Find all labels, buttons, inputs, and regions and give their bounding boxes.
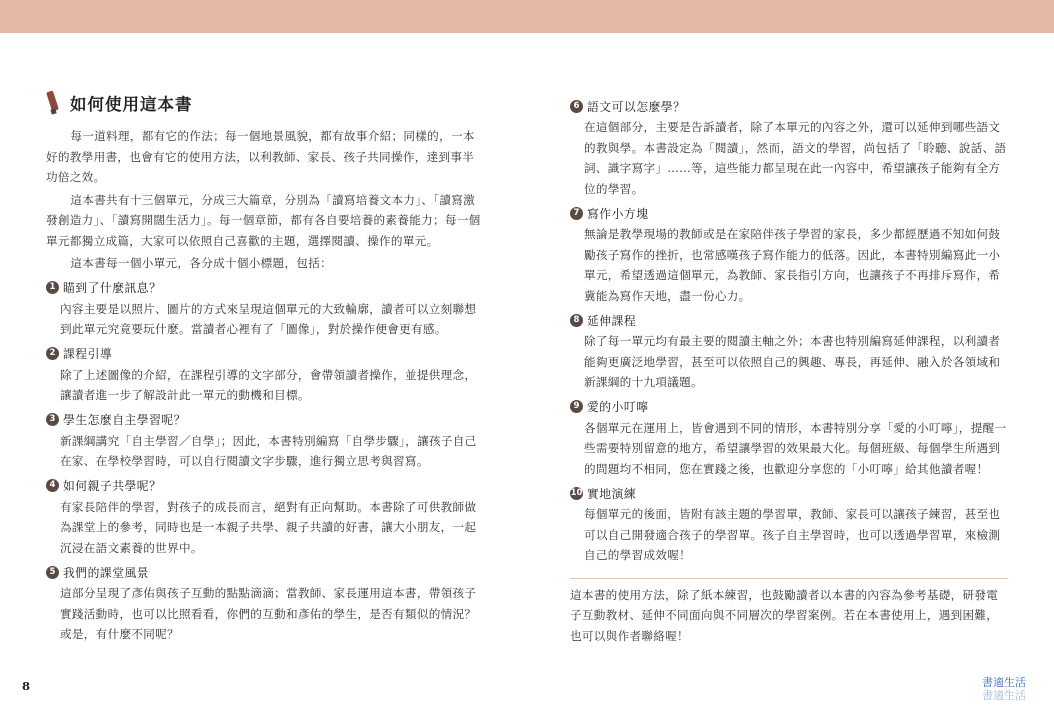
section-number-badge: 2 [46,347,59,360]
right-column [570,92,1008,646]
section-title: 愛的小叮嚀 [587,400,649,414]
closing-paragraph: 這本書的使用方法，除了紙本練習，也鼓勵讀者以本書的內容為參考基礎，研發電子互動教材、延伸不同面向與不同層次的學習案例。若在本書使用上，遇到困難，也可以與作者聯絡喔！ [570,587,999,643]
section-number-badge: 6 [570,100,583,113]
watermark-text: 書適生活 [982,676,1026,689]
section-9 [570,398,1008,480]
section-title: 寫作小方塊 [587,206,649,221]
section-body: 這部分呈現了彥佑與孩子互動的點點滴滴；當教師、家長運用這本書，帶領孩子實踐活動時，也可以比照看看，你們的互動和彥佑的學生，是否有類似的情況？或是，有什麼不同呢？ [60,586,477,641]
section-body: 除了每一單元均有最主要的閱讀主軸之外；本書也特別編寫延伸課程，以利讀者能夠更廣泛地學習，甚至可以依照自己的興趣、專長，再延伸、融入於各領域和新課綱的十九項議題。 [584,334,1001,389]
section-number-badge: 9 [570,400,583,413]
section-10 [570,484,1008,566]
section-1 [46,279,482,340]
section-title: 我們的課堂風景 [63,565,150,580]
section-body: 每個單元的後面，皆附有該主題的學習單，教師、家長可以讓孩子練習，甚至也可以自己開發適合孩子的學習單。孩子自主學習時，也可以透過學習單，來檢測自己的學習成效喔！ [584,507,1001,562]
section-number-badge: 4 [46,479,59,492]
section-number-badge: 10 [570,487,583,498]
section-4 [46,477,482,559]
section-body: 除了上述圖像的介紹，在課程引導的文字部分，會帶領讀者操作，並提供理念，讓讀者進一步了解設計此一單元的動機和目標。 [60,367,477,402]
page-number: 8 [22,679,31,693]
intro-paragraph-2: 這本書共有十三個單元，分成三大篇章，分別為「讀寫培養文本力」、「讀寫激發創造力」、「讀寫開闊生活力」。每一個章節，都有各自要培養的素養能力；每一個單元都獨立成篇，大家可以依照自己喜歡的主題，選擇閱讀、操作的單元。 [46,192,481,248]
section-body: 在這個部分，主要是告訴讀者，除了本單元的內容之外，還可以延伸到哪些語文的教與學。本書設定為「閱讀」，然而，語文的學習，尚包括了「聆聽、說話、語詞、識字寫字」……等，這些能力都呈現在此一內容中，希望讓孩子能夠有全方位的學習。 [584,120,1007,196]
section-6 [570,97,1008,199]
section-title: 如何親子共學呢？ [63,479,162,493]
section-number-badge: 8 [570,314,583,327]
pencil-icon [46,91,58,115]
page-title: 如何使用這本書 [70,95,193,114]
section-title: 語文可以怎麼學？ [587,99,686,114]
section-title: 學生怎麼自主學習呢？ [63,413,186,427]
watermark-text-shadow: 書適生活 [982,689,1026,702]
section-body: 無論是教學現場的教師或是在家陪伴孩子學習的家長，多少都經歷過不知如何鼓勵孩子寫作的挫折，也常感嘆孩子寫作能力的低落。因此，本書特別編寫此一小單元，希望透過這個單元，為教師、家長指引方向，也讓孩子不再排斥寫作，希冀能為寫作天地，盡一份心力。 [584,227,1001,303]
section-number-badge: 5 [46,566,59,579]
section-number-badge: 3 [46,413,59,426]
section-title: 瞄到了什麼訊息？ [63,281,162,295]
section-title: 延伸課程 [587,313,637,328]
section-title: 課程引導 [63,347,113,361]
section-body: 內容主要是以照片、圖片的方式來呈現這個單元的大致輪廓，讀者可以立刻聯想到此單元究竟要玩什麼。當讀者心裡有了「圖像」，對於操作便會更有感。 [60,301,477,336]
section-7 [570,204,1008,306]
intro-paragraph-3: 這本書每一個小單元，各分成十個小標題，包括： [70,256,333,270]
page-title-row [46,88,482,118]
section-5 [46,563,482,645]
top-color-band [0,0,1054,33]
section-body: 有家長陪伴的學習，對孩子的成長而言，絕對有正向幫助。本書除了可供教師做為課堂上的參考，同時也是一本親子共學、親子共讀的好書，讓大小朋友，一起沉浸在語文素養的世界中。 [60,499,477,555]
left-column [46,88,482,645]
section-3 [46,411,482,472]
section-number-badge: 7 [570,207,583,220]
intro-paragraph-1: 每一道料理，都有它的作法；每一個地景風貌，都有故事介紹；同樣的，一本好的教學用書，也會有它的使用方法，以利教師、家長、孩子共同操作，達到事半功倍之效。 [46,129,475,184]
divider [570,578,1008,579]
section-title: 實地演練 [587,486,637,501]
section-body: 新課綱講究「自主學習／自學」；因此，本書特別編寫「自學步驟」，讓孩子自己在家、在學校學習時，可以自行閱讀文字步驟，進行獨立思考與習寫。 [60,433,477,468]
section-number-badge: 1 [46,281,59,294]
section-2 [46,345,482,406]
section-body: 各個單元在運用上，皆會遇到不同的情形，本書特別分享「愛的小叮嚀」，提醒一些需要特別留意的地方，希望讓學習的效果最大化。每個班級、每個學生所遇到的問題均不相同，您在實踐之後，也歡迎分享您的「小叮嚀」給其他讀者喔！ [584,420,1007,476]
section-8 [570,311,1008,393]
publisher-watermark [982,676,1026,702]
